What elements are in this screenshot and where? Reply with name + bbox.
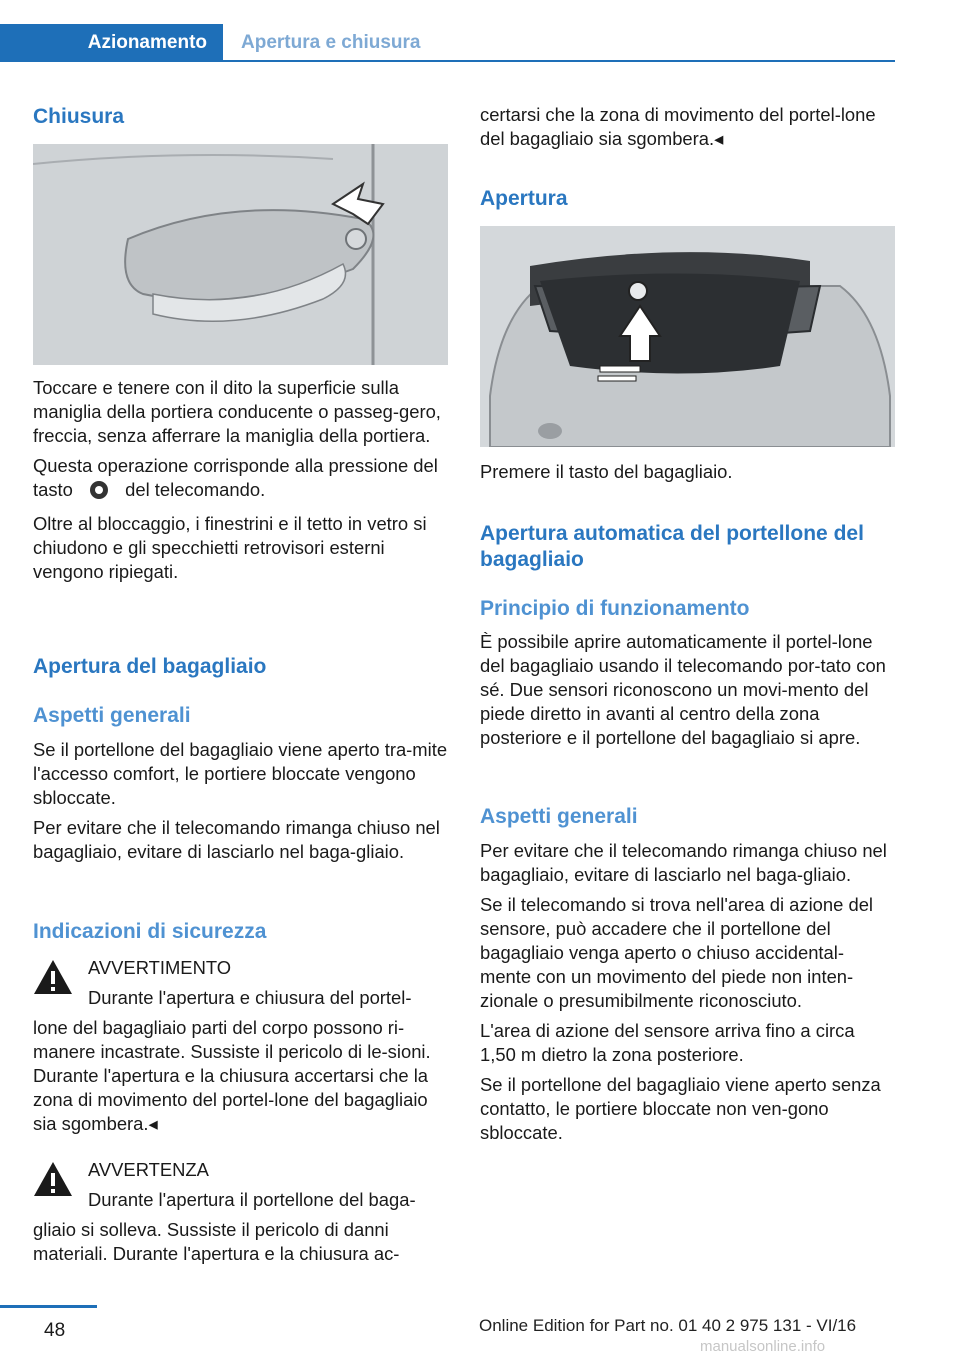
paragraph-principio: È possibile aprire automaticamente il portel-lone del bagagliaio usando il telecomando por-tato con sé. Due sensori riconoscono un movi-mento del piede diretto in avanti al centro della zona posteriore e il portellone del bagagliaio si apre. bbox=[480, 631, 886, 748]
header-divider bbox=[223, 60, 895, 62]
warning-2-line1: Durante l'apertura il portellone del baga- bbox=[88, 1189, 416, 1210]
paragraph-remote-trunk: Per evitare che il telecomando rimanga chiuso nel bagagliaio, evitare di lasciarlo nel baga-gliaio. bbox=[33, 817, 440, 862]
warning-1-text: lone del bagagliaio parti del corpo possono ri-manere incastrate. Sussiste il pericolo di le-sioni. Durante l'apertura e la chiusura accertarsi che la zona di movimento del portel-lone del bagagliaio sia sgombera.◂ bbox=[33, 1017, 431, 1134]
paragraph-windows-close: Oltre al bloccaggio, i finestrini e il tetto in vetro si chiudono e gli specchietti retrovisori esterni vengono ripiegati. bbox=[33, 513, 427, 582]
header-tabs bbox=[0, 24, 895, 62]
paragraph-touch-handle: Toccare e tenere con il dito la superficie sulla maniglia della portiera conducente o passeg-gero, freccia, senza afferrare la maniglia della portiera. bbox=[33, 377, 441, 446]
warning-triangle-icon bbox=[33, 959, 73, 995]
warning-2-text: gliaio si solleva. Sussiste il pericolo di danni materiali. Durante l'apertura e la chiusura ac- bbox=[33, 1219, 400, 1264]
heading-apertura-automatica: Apertura automatica del portellone del bagagliaio bbox=[480, 522, 864, 571]
right-continuation bbox=[480, 103, 895, 151]
door-handle-illustration bbox=[33, 144, 448, 365]
footer-divider bbox=[0, 1305, 97, 1308]
heading-sicurezza: Indicazioni di sicurezza bbox=[33, 920, 267, 943]
paragraph-remote-trunk-right: Per evitare che il telecomando rimanga chiuso nel bagagliaio, evitare di lasciarlo nel baga-gliaio. bbox=[480, 840, 887, 885]
heading-apertura: Apertura bbox=[480, 187, 568, 210]
heading-aspetti-generali-right: Aspetti generali bbox=[480, 805, 638, 828]
door-handle-drawing bbox=[33, 144, 448, 365]
heading-apertura-bagagliaio: Apertura del bagagliaio bbox=[33, 655, 267, 678]
tab-azionamento[interactable]: Azionamento bbox=[0, 24, 223, 62]
warning-triangle-icon-2 bbox=[33, 1161, 73, 1197]
paragraph-premere: Premere il tasto del bagagliaio. bbox=[480, 461, 733, 482]
warning-1-title: AVVERTIMENTO bbox=[88, 957, 232, 978]
right-text-principio bbox=[480, 630, 895, 750]
left-text-block-2 bbox=[33, 738, 448, 864]
watermark: manualsonline.info bbox=[700, 1338, 826, 1355]
paragraph-sensor-area: Se il telecomando si trova nell'area di azione del sensore, può accadere che il portellone del bagagliaio venga aperto o chiuso accidental-mente con un movimento del piede non inten-zionale o presumibilmente riconosciuto. bbox=[480, 894, 874, 1011]
edition-text: Online Edition for Part no. 01 40 2 975 131 - VI/16 bbox=[479, 1316, 857, 1335]
paragraph-sensor-range: L'area di azione del sensore arriva fino a circa 1,50 m dietro la zona posteriore. bbox=[480, 1020, 855, 1065]
warning-1-body bbox=[33, 1016, 448, 1136]
heading-apertura-automatica-wrap bbox=[480, 521, 900, 573]
heading-principio: Principio di funzionamento bbox=[480, 597, 750, 620]
trunk-illustration bbox=[480, 226, 895, 447]
paragraph-continuation: certarsi che la zona di movimento del portel-lone del bagagliaio sia sgombera.◂ bbox=[480, 104, 876, 149]
paragraph-equivalent-button: Questa operazione corrisponde alla pressione del tasto del telecomando. bbox=[33, 455, 438, 500]
right-text-aspetti bbox=[480, 839, 895, 1145]
trunk-drawing bbox=[480, 226, 895, 447]
warning-2-title: AVVERTENZA bbox=[88, 1159, 209, 1180]
lock-button-icon bbox=[90, 481, 108, 499]
warning-2-body bbox=[33, 1218, 448, 1266]
warning-1-line1: Durante l'apertura e chiusura del portel- bbox=[88, 987, 412, 1008]
paragraph-contactless: Se il portellone del bagagliaio viene aperto senza contatto, le portiere bloccate non ven-gono sbloccate. bbox=[480, 1074, 881, 1143]
warning-1-header bbox=[88, 956, 448, 1010]
right-text-premere bbox=[480, 460, 895, 484]
warning-2-header bbox=[88, 1158, 448, 1212]
heading-chiusura: Chiusura bbox=[33, 105, 125, 128]
paragraph-comfort-access: Se il portellone del bagagliaio viene aperto tra-mite l'accesso comfort, le portiere bloccate vengono sbloccate. bbox=[33, 739, 448, 808]
page-number: 48 bbox=[44, 1320, 66, 1341]
heading-aspetti-generali-left: Aspetti generali bbox=[33, 704, 191, 727]
tab-apertura-chiusura[interactable]: Apertura e chiusura bbox=[241, 32, 421, 53]
left-text-block-1 bbox=[33, 376, 448, 584]
